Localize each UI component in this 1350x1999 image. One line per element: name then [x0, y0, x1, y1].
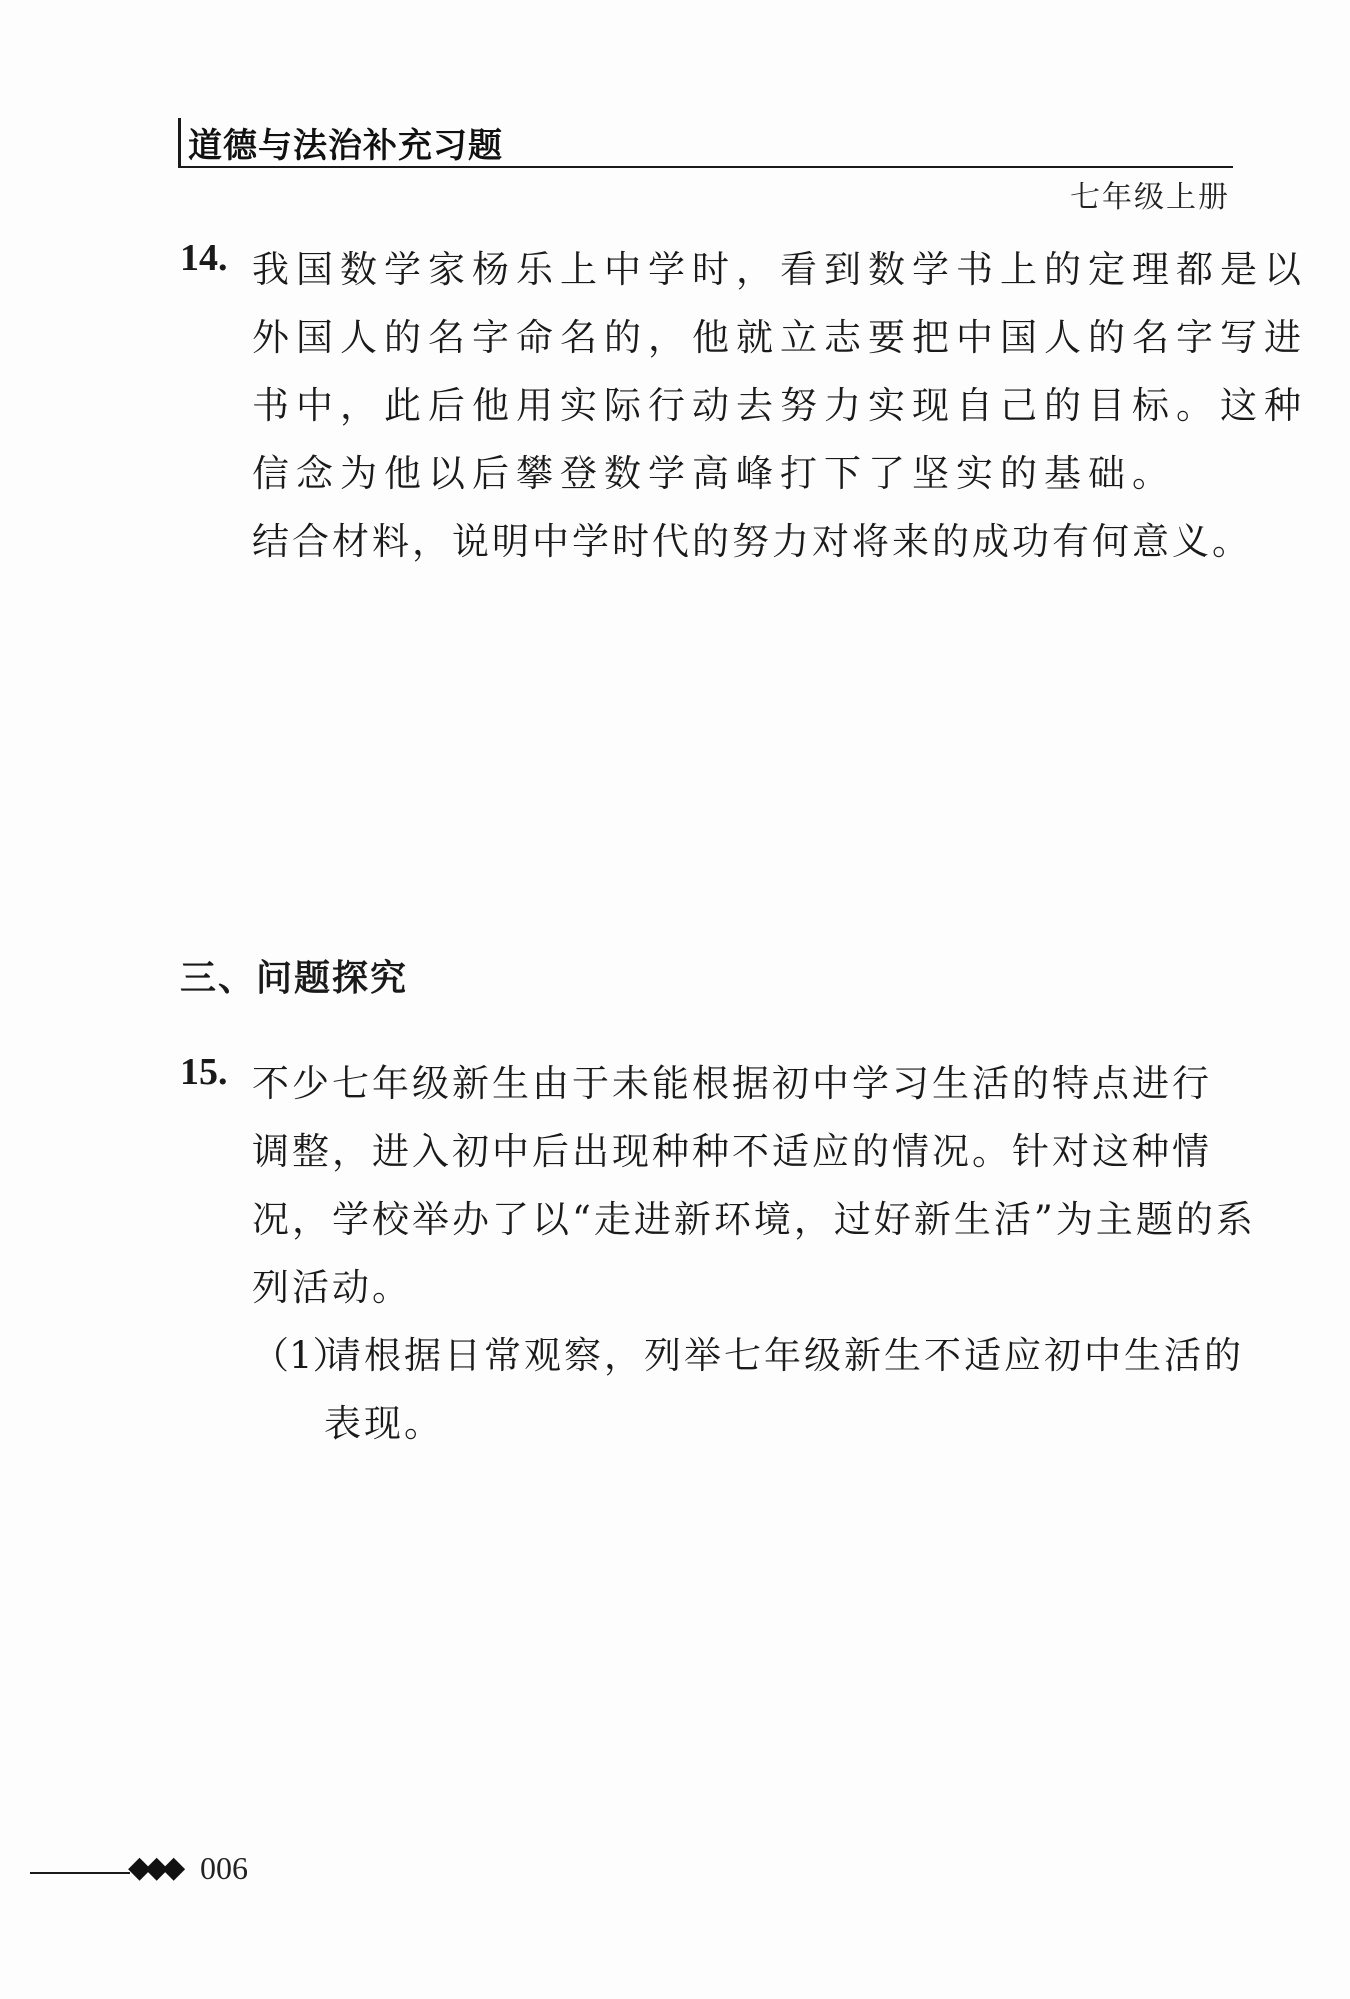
sub-question-text: [324, 1322, 1244, 1458]
diamond-ornament-icon: ◆◆◆: [128, 1850, 180, 1885]
grade-label: 七年级上册: [1070, 180, 1230, 215]
sub-question-line: 表现。: [324, 1402, 444, 1445]
sub-question-1: [252, 1322, 1244, 1458]
question-body: [252, 236, 1308, 576]
question-line: 不少七年级新生由于未能根据初中学习生活的特点进行: [252, 1062, 1212, 1105]
sub-question-label: （1）: [252, 1334, 350, 1377]
question-prompt: 结合材料，说明中学时代的努力对将来的成功有何意义。: [252, 520, 1252, 563]
question-line: 我国数学家杨乐上中学时，看到数学书上的定理都是以: [252, 248, 1308, 291]
question-line: 列活动。: [252, 1266, 412, 1309]
page-number: 006: [200, 1850, 248, 1886]
question-line: 调整，进入初中后出现种种不适应的情况。针对这种情: [252, 1130, 1212, 1173]
question-number: 15.: [180, 1051, 228, 1093]
question-line: 信念为他以后攀登数学高峰打下了坚实的基础。: [252, 452, 1176, 495]
question-line: 外国人的名字命名的，他就立志要把中国人的名字写进: [252, 316, 1308, 359]
question-body: [252, 1050, 1256, 1458]
sub-question-line: 请根据日常观察，列举七年级新生不适应初中生活的: [324, 1334, 1244, 1377]
question-line: 书中，此后他用实际行动去努力实现自己的目标。这种: [252, 384, 1308, 427]
section-title: 三、问题探究: [180, 958, 409, 999]
book-title: 道德与法治补充习题: [188, 126, 503, 166]
footer-rule: [30, 1872, 130, 1874]
question-number: 14.: [180, 237, 228, 279]
question-line: 况，学校举办了以“走进新环境，过好新生活”为主题的系: [252, 1198, 1256, 1241]
